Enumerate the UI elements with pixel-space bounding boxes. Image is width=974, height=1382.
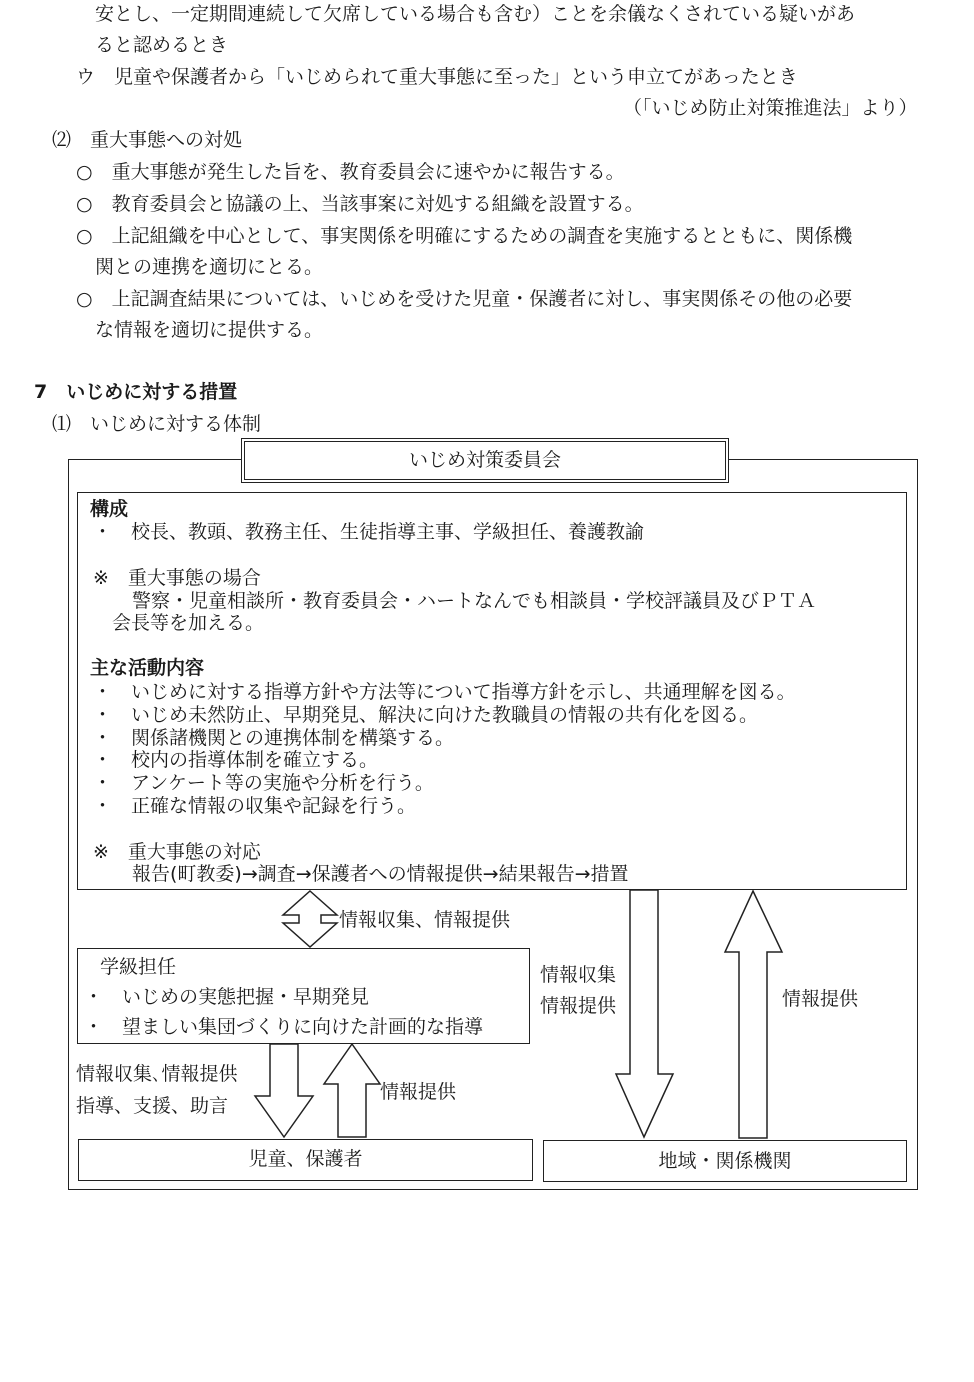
intro-line-1: 安とし、一定期間連続して欠席している場合も含む）ことを余儀なくされている疑いがあ <box>95 3 856 25</box>
up-arrow-to-committee <box>725 891 782 1138</box>
activity-item: ・ いじめに対する指導方針や方法等について指導方針を示し、共通理解を図る。 <box>93 681 796 703</box>
activity-item: ・ 校内の指導体制を確立する。 <box>93 749 379 771</box>
teacher-item: ・ いじめの実態把握・早期発見 <box>84 986 370 1008</box>
intro-line-2: ると認めるとき <box>95 34 229 56</box>
label-bottom-left-1: 情報収集､情報提供 <box>76 1063 238 1085</box>
composition-item: ・ 校長、教頭、教務主任、生徒指導主事、学級担任、養護教諭 <box>93 521 645 543</box>
intro-item-u: ウ 児童や保護者から「いじめられて重大事態に至った」という申立てがあったとき <box>76 66 798 88</box>
double-arrow <box>283 891 337 947</box>
composition-heading: 構成 <box>90 498 129 520</box>
label-info-collect-provide: 情報収集、情報提供 <box>339 909 511 931</box>
teacher-item: ・ 望ましい集団づくりに向けた計画的な指導 <box>84 1016 484 1038</box>
source-citation: （「いじめ防止対策推進法」より） <box>623 97 918 119</box>
down-arrow-to-children <box>255 1044 313 1137</box>
committee-title: いじめ対策委員会 <box>408 449 561 471</box>
up-arrow-to-teacher <box>324 1044 380 1137</box>
serious-case-line-1: 警察・児童相談所・教育委員会・ハートなんでも相談員・学校評議員及びＰＴＡ <box>132 590 817 612</box>
activity-item: ・ 正確な情報の収集や記録を行う。 <box>93 795 417 817</box>
section-2-bullet-3-cont: 関との連携を適切にとる。 <box>95 256 324 278</box>
serious-case-line-2: 会長等を加える。 <box>112 612 265 634</box>
community-box <box>543 1140 907 1182</box>
response-flow: 報告(町教委)→調査→保護者への情報提供→結果報告→措置 <box>132 863 629 885</box>
section-2-bullet-4: ○ 上記調査結果については、いじめを受けた児童・保護者に対し、事実関係その他の必要 <box>76 288 853 310</box>
section-2-heading: ⑵ 重大事態への対処 <box>52 129 243 151</box>
teacher-title: 学級担任 <box>100 956 177 978</box>
activity-item: ・ いじめ未然防止、早期発見、解決に向けた教職員の情報の共有化を図る。 <box>93 704 759 726</box>
response-note: ※ 重大事態の対応 <box>93 841 261 863</box>
activity-item: ・ 関係諸機関との連携体制を構築する。 <box>93 727 455 749</box>
children-guardians-box <box>78 1139 533 1181</box>
activities-heading: 主な活動内容 <box>90 657 205 679</box>
children-guardians-label: 児童、保護者 <box>248 1148 363 1170</box>
label-info-provide-right: 情報提供 <box>782 988 859 1010</box>
label-bottom-left-2: 指導、支援、助言 <box>76 1095 229 1117</box>
section-7-subheading: ⑴ いじめに対する体制 <box>52 413 262 435</box>
serious-case-note: ※ 重大事態の場合 <box>93 567 261 589</box>
section-2-bullet-1: ○ 重大事態が発生した旨を、教育委員会に速やかに報告する。 <box>76 161 625 183</box>
section-2-bullet-4-cont: な情報を適切に提供する。 <box>95 319 324 341</box>
label-info-collect: 情報収集 <box>540 964 617 986</box>
label-bottom-mid: 情報提供 <box>380 1081 457 1103</box>
label-info-provide: 情報提供 <box>540 995 617 1017</box>
section-2-bullet-3: ○ 上記組織を中心として、事実関係を明確にするための調査を実施するとともに、関係機 <box>76 225 853 247</box>
down-arrow-to-community <box>616 890 673 1137</box>
activity-item: ・ アンケート等の実施や分析を行う。 <box>93 772 434 794</box>
community-label: 地域・関係機関 <box>658 1150 792 1172</box>
section-2-bullet-2: ○ 教育委員会と協議の上、当該事案に対処する組織を設置する。 <box>76 193 644 215</box>
section-7-heading: 7 いじめに対する措置 <box>34 381 238 403</box>
